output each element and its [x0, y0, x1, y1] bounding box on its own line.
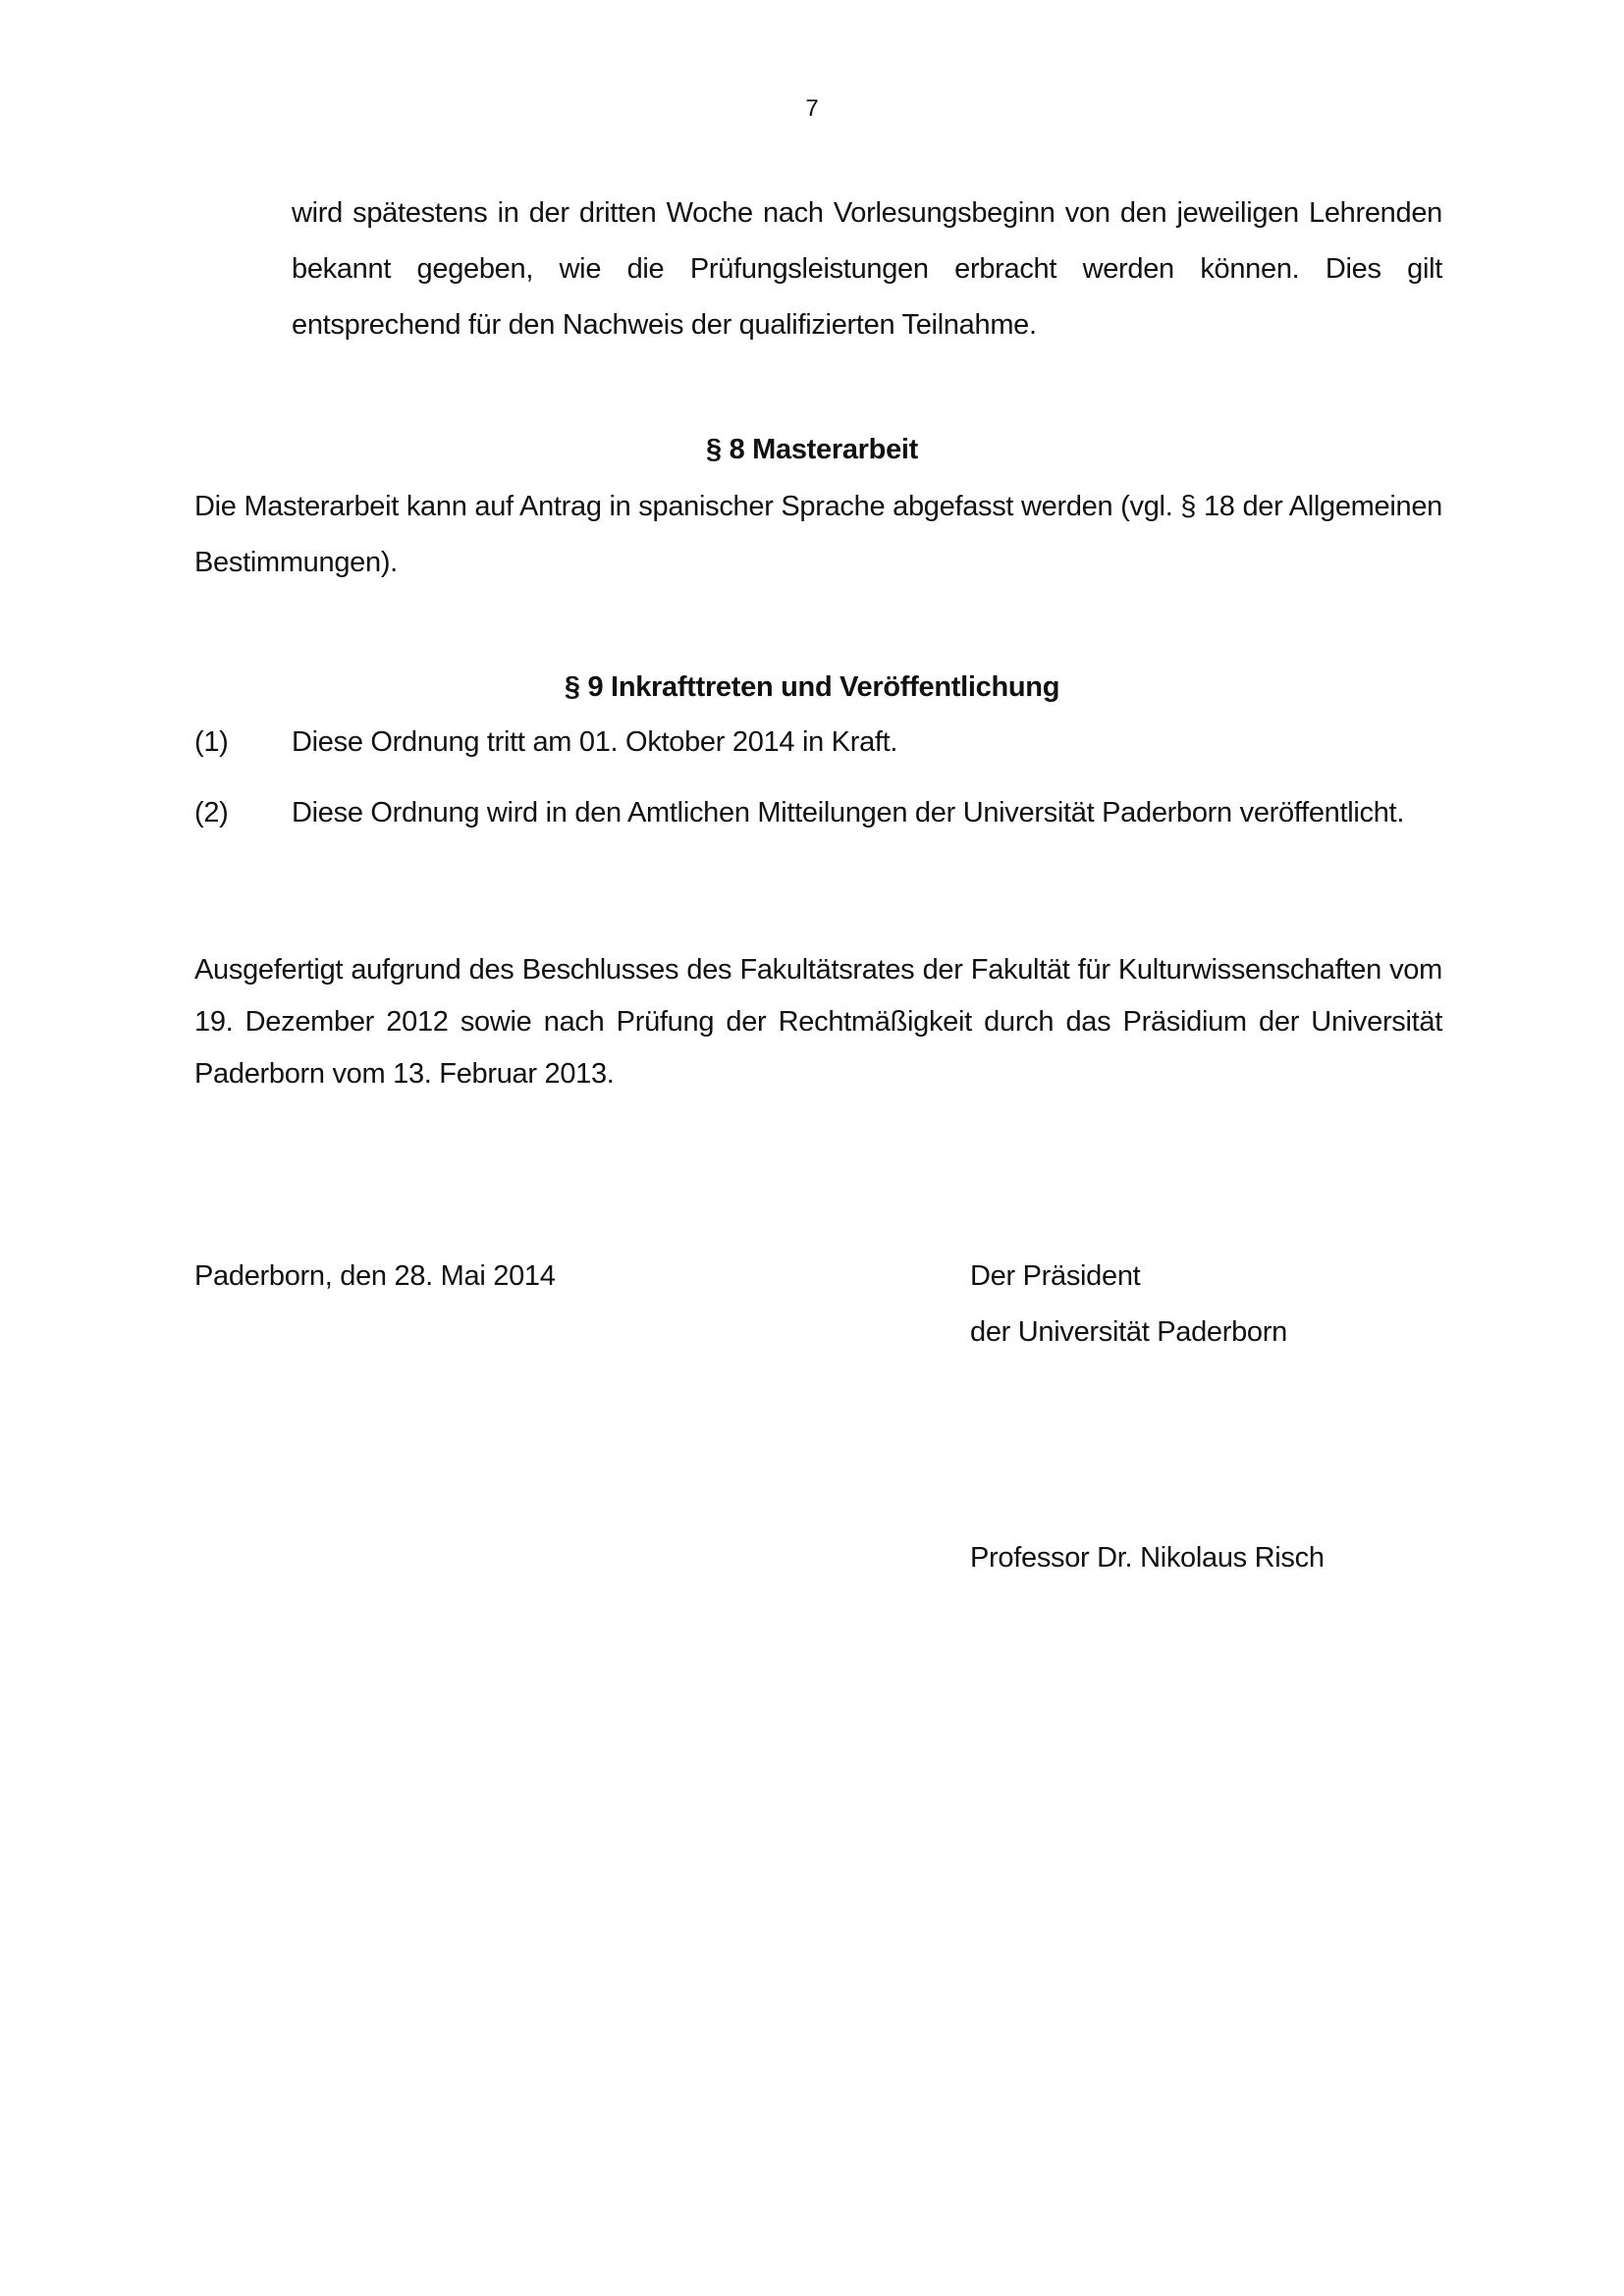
section-8-heading: § 8 Masterarbeit: [705, 434, 919, 465]
signature-title-line-1: Der Präsident: [970, 1260, 1141, 1292]
item-number: (1): [194, 726, 229, 758]
section-9-item: [194, 793, 1442, 832]
signature-place-date: Paderborn, den 28. Mai 2014: [194, 1260, 556, 1292]
continuation-paragraph: wird spätestens in der dritten Woche nach Vorlesungsbeginn von den jeweiligen Lehrenden bekannt gegeben, wie die Prüfungsleistungen erbracht werden können. Dies gilt entsprechend für den Nachweis der qualifizierten Teilnahme.: [292, 197, 1442, 341]
item-number: (2): [194, 797, 229, 828]
section-9-item: [194, 722, 1442, 762]
page-number: 7: [805, 95, 819, 122]
item-text: Diese Ordnung tritt am 01. Oktober 2014 in Kraft.: [292, 726, 898, 758]
section-8-text: Die Masterarbeit kann auf Antrag in spanischer Sprache abgefasst werden (vgl. § 18 der Allgemeinen Bestimmungen).: [194, 491, 1442, 578]
signature-name: Professor Dr. Nikolaus Risch: [970, 1542, 1325, 1574]
ausgefertigt-paragraph: Ausgefertigt aufgrund des Beschlusses des Fakultätsrates der Fakultät für Kulturwissenschaften vom 19. Dezember 2012 sowie nach Prüfung der Rechtmäßigkeit durch das Präsidium der Universität Paderborn vom 13. Februar 2013.: [194, 954, 1442, 1090]
signature-title-line-2: der Universität Paderborn: [970, 1316, 1287, 1348]
item-text: Diese Ordnung wird in den Amtlichen Mitteilungen der Universität Paderborn veröffentlicht.: [292, 797, 1405, 828]
section-9-heading: § 9 Inkrafttreten und Veröffentlichung: [564, 671, 1060, 703]
